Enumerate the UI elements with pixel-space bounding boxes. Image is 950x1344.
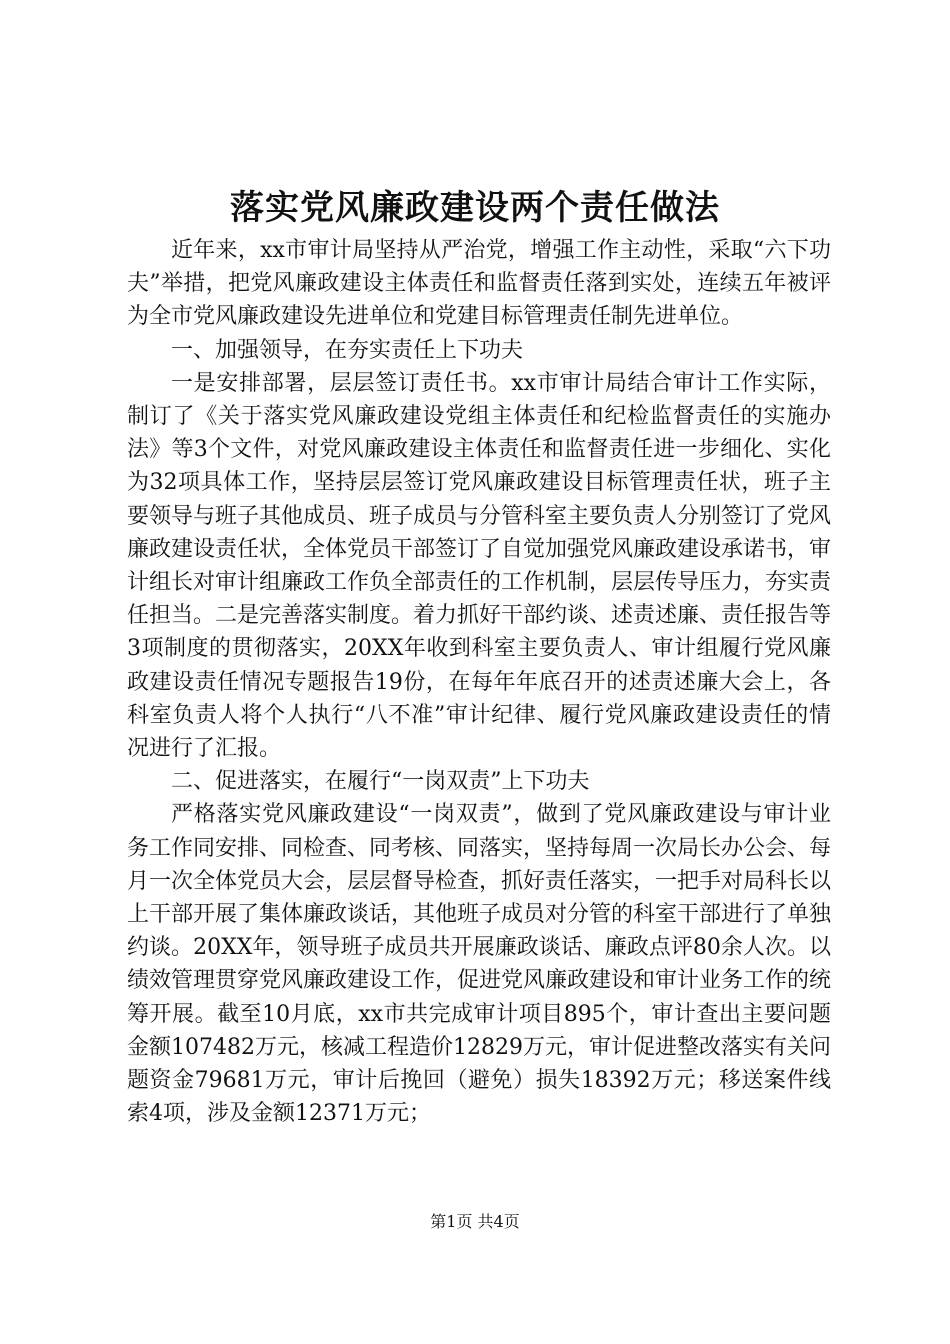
page-footer: 第1页 共4页 <box>430 1212 520 1231</box>
paragraph-intro: 近年来，xx市审计局坚持从严治党，增强工作主动性，采取“六下功夫”举措，把党风廉政建设主体责任和监督责任落到实处，连续五年被评为全市党风廉政建设先进单位和党建目标管理责任制先进单位。 <box>127 238 831 330</box>
document-body <box>127 234 831 1130</box>
section-heading-1: 一、加强领导，在夯实责任上下功夫 <box>171 337 524 363</box>
paragraph-section-2: 严格落实党风廉政建设“一岗双责”，做到了党风廉政建设与审计业务工作同安排、同检查、同考核、同落实，坚持每周一次局长办公会、每月一次全体党员大会，层层督导检查，抓好责任落实，一把手对局科长以上干部开展了集体廉政谈话，其他班子成员对分管的科室干部进行了单独约谈。20XX年，领导班子成员共开展廉政谈话、廉政点评80余人次。以绩效管理贯穿党风廉政建设工作，促进党风廉政建设和审计业务工作的统筹开展。截至10月底，xx市共完成审计项目895个，审计查出主要问题金额107482万元，核减工程造价12829万元，审计促进整改落实有关问题资金79681万元，审计后挽回（避免）损失18392万元；移送案件线索4项，涉及金额12371万元； <box>127 802 832 1127</box>
document-title: 落实党风廉政建设两个责任做法 <box>230 188 720 228</box>
paragraph-section-1: 一是安排部署，层层签订责任书。xx市审计局结合审计工作实际，制订了《关于落实党风廉政建设党组主体责任和纪检监督责任的实施办法》等3个文件，对党风廉政建设主体责任和监督责任进一步细化、实化为32项具体工作，坚持层层签订党风廉政建设目标管理责任状，班子主要领导与班子其他成员、班子成员与分管科室主要负责人分别签订了党风廉政建设责任状，全体党员干部签订了自觉加强党风廉政建设承诺书，审计组长对审计组廉政工作负全部责任的工作机制，层层传导压力，夯实责任担当。二是完善落实制度。着力抓好干部约谈、述责述廉、责任报告等3项制度的贯彻落实，20XX年收到科室主要负责人、审计组履行党风廉政建设责任情况专题报告19份，在每年年底召开的述责述廉大会上，各科室负责人将个人执行“八不准”审计纪律、履行党风廉政建设责任的情况进行了汇报。 <box>127 370 832 762</box>
section-heading-2: 二、促进落实，在履行“一岗双责”上下功夫 <box>171 769 590 795</box>
